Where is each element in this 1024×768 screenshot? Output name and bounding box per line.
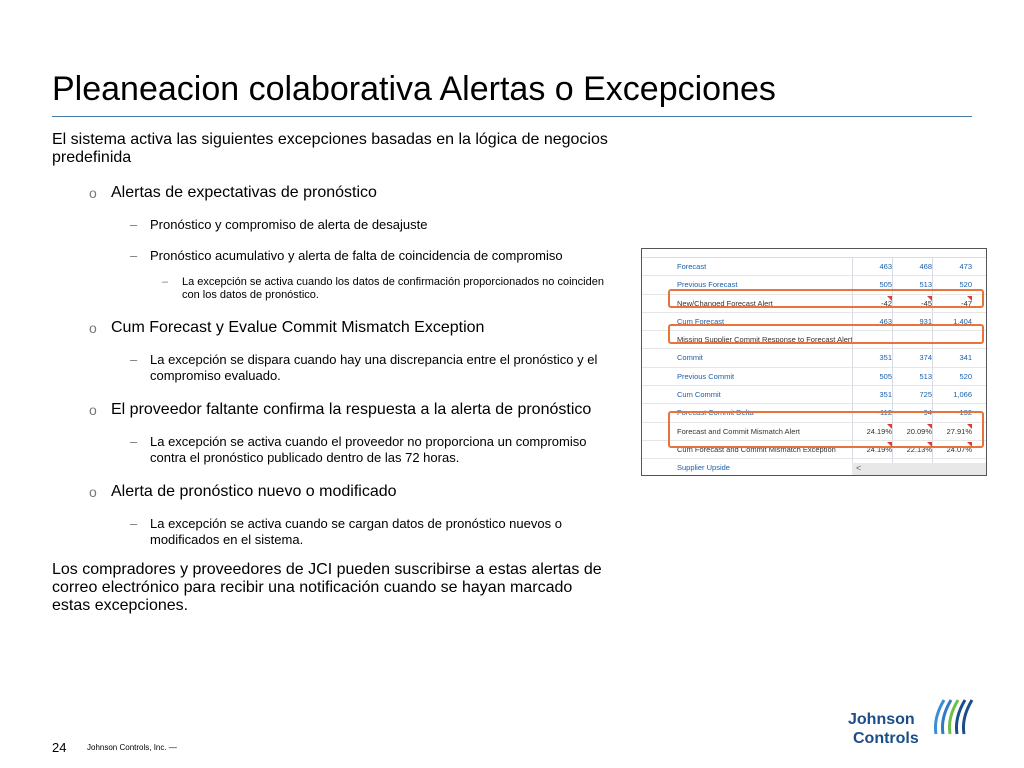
row-cell: 520 bbox=[959, 371, 972, 381]
table-row bbox=[642, 386, 986, 404]
dash-bullet-icon: – bbox=[130, 352, 138, 367]
row-cell: 505 bbox=[879, 371, 892, 381]
bullet-4: o Alerta de pronóstico nuevo o modificado bbox=[89, 483, 397, 500]
row-cell: 473 bbox=[959, 262, 972, 271]
highlight-missing-supplier-commit bbox=[668, 324, 984, 344]
sub-bullet-2-1: – La excepción se dispara cuando hay una discrepancia entre el pronóstico y el compromiso evaluado. bbox=[130, 352, 598, 383]
row-label[interactable]: Cum Forecast bbox=[677, 316, 725, 326]
table-row bbox=[642, 258, 986, 276]
row-cell: 24.19% bbox=[866, 426, 892, 436]
row-label[interactable]: Supplier Upside bbox=[677, 463, 730, 473]
dash-bullet-icon: – bbox=[162, 276, 169, 288]
row-cell: 24.19% bbox=[866, 444, 892, 454]
row-label[interactable]: Forecast Commit Delta bbox=[677, 408, 754, 418]
row-cell: -112 bbox=[877, 408, 892, 418]
row-cell: 513 bbox=[919, 280, 932, 290]
row-cell: 1,066 bbox=[953, 390, 972, 400]
row-cell: 513 bbox=[919, 371, 932, 381]
chevron-left-icon[interactable]: < bbox=[856, 463, 862, 473]
row-cell: 463 bbox=[879, 316, 892, 326]
table-row bbox=[642, 349, 986, 367]
row-label: Cum Forecast and Commit Mismatch Exception bbox=[677, 444, 836, 454]
row-cell: -47 bbox=[961, 298, 972, 308]
circle-bullet-icon: o bbox=[89, 484, 97, 500]
sub-bullet-3-1: – La excepción se activa cuando el proveedor no proporciona un compromiso contra el pronóstico publicado dentro de las 72 horas. bbox=[130, 434, 587, 465]
highlight-mismatch-alerts bbox=[668, 411, 984, 448]
sub-bullet-1-1: – Pronóstico y compromiso de alerta de desajuste bbox=[130, 217, 428, 232]
row-label: Missing Supplier Commit Response to Forecast Alert bbox=[677, 335, 853, 345]
row-cell: -94 bbox=[921, 408, 932, 418]
row-cell: 520 bbox=[959, 280, 972, 290]
row-label: New/Changed Forecast Alert bbox=[677, 298, 773, 308]
dash-bullet-icon: – bbox=[130, 248, 138, 263]
johnson-controls-logo: Johnson Controls bbox=[848, 698, 978, 754]
row-cell: 27.91% bbox=[946, 426, 972, 436]
dash-bullet-icon: – bbox=[130, 217, 138, 232]
row-cell: 22.13% bbox=[906, 444, 932, 454]
row-cell: -132 bbox=[956, 408, 972, 418]
bullet-3: o El proveedor faltante confirma la respuesta a la alerta de pronóstico bbox=[89, 401, 592, 418]
slide-title: Pleaneacion colaborativa Alertas o Excepciones bbox=[52, 70, 776, 108]
row-cell: 505 bbox=[879, 280, 892, 290]
row-cell: -42 bbox=[881, 298, 892, 308]
row-cell: 1,404 bbox=[953, 316, 972, 326]
table-row bbox=[642, 368, 986, 386]
row-cell: -45 bbox=[921, 298, 932, 308]
row-label[interactable]: Commit bbox=[677, 353, 703, 363]
sub-bullet-1-2: – Pronóstico acumulativo y alerta de falta de coincidencia de compromiso bbox=[130, 248, 563, 263]
row-cell: 20.09% bbox=[906, 426, 932, 436]
highlight-new-changed-forecast bbox=[668, 289, 984, 308]
row-label[interactable]: Cum Commit bbox=[677, 390, 721, 400]
slide-content bbox=[52, 131, 612, 615]
row-cell: 24.07% bbox=[946, 444, 972, 454]
row-cell: 463 bbox=[879, 262, 892, 271]
row-label: Forecast and Commit Mismatch Alert bbox=[677, 426, 800, 436]
row-cell: 468 bbox=[919, 262, 932, 271]
row-cell: 931 bbox=[919, 316, 932, 326]
intro-paragraph: El sistema activa las siguientes excepciones basadas en la lógica de negocios predefinida bbox=[52, 131, 608, 166]
page-number: 24 bbox=[52, 740, 67, 755]
row-cell: 725 bbox=[919, 390, 932, 400]
row-cell: 351 bbox=[879, 353, 892, 363]
horizontal-scrollbar[interactable] bbox=[852, 463, 986, 475]
row-label[interactable]: Previous Forecast bbox=[677, 280, 738, 290]
sub-bullet-4-1: – La excepción se activa cuando se cargan datos de pronóstico nuevos o modificados en el sistema. bbox=[130, 516, 562, 547]
circle-bullet-icon: o bbox=[89, 402, 97, 418]
row-label[interactable]: Previous Commit bbox=[677, 371, 735, 381]
row-label[interactable]: Forecast bbox=[677, 262, 707, 271]
circle-bullet-icon: o bbox=[89, 320, 97, 336]
row-cell: 351 bbox=[879, 390, 892, 400]
table-header-strip bbox=[642, 249, 986, 258]
footer-company: Johnson Controls, Inc. — bbox=[87, 743, 177, 752]
dash-bullet-icon: – bbox=[130, 516, 138, 531]
title-divider bbox=[52, 116, 972, 117]
forecast-table-screenshot bbox=[641, 248, 987, 476]
outro-paragraph: Los compradores y proveedores de JCI pueden suscribirse a estas alertas de correo electrónico para recibir una notificación cuando se hayan marcado estas excepciones. bbox=[52, 561, 602, 614]
bullet-2: o Cum Forecast y Evalue Commit Mismatch Exception bbox=[89, 319, 485, 336]
circle-bullet-icon: o bbox=[89, 185, 97, 201]
dash-bullet-icon: – bbox=[130, 434, 138, 449]
sub-sub-bullet-1-2-1: – La excepción se activa cuando los datos de confirmación proporcionados no coinciden con los datos de pronóstico. bbox=[162, 276, 604, 301]
row-cell: 374 bbox=[919, 353, 932, 363]
wave-logo-icon bbox=[932, 698, 974, 738]
row-cell: 341 bbox=[959, 353, 972, 363]
bullet-1: o Alertas de expectativas de pronóstico bbox=[89, 184, 377, 201]
